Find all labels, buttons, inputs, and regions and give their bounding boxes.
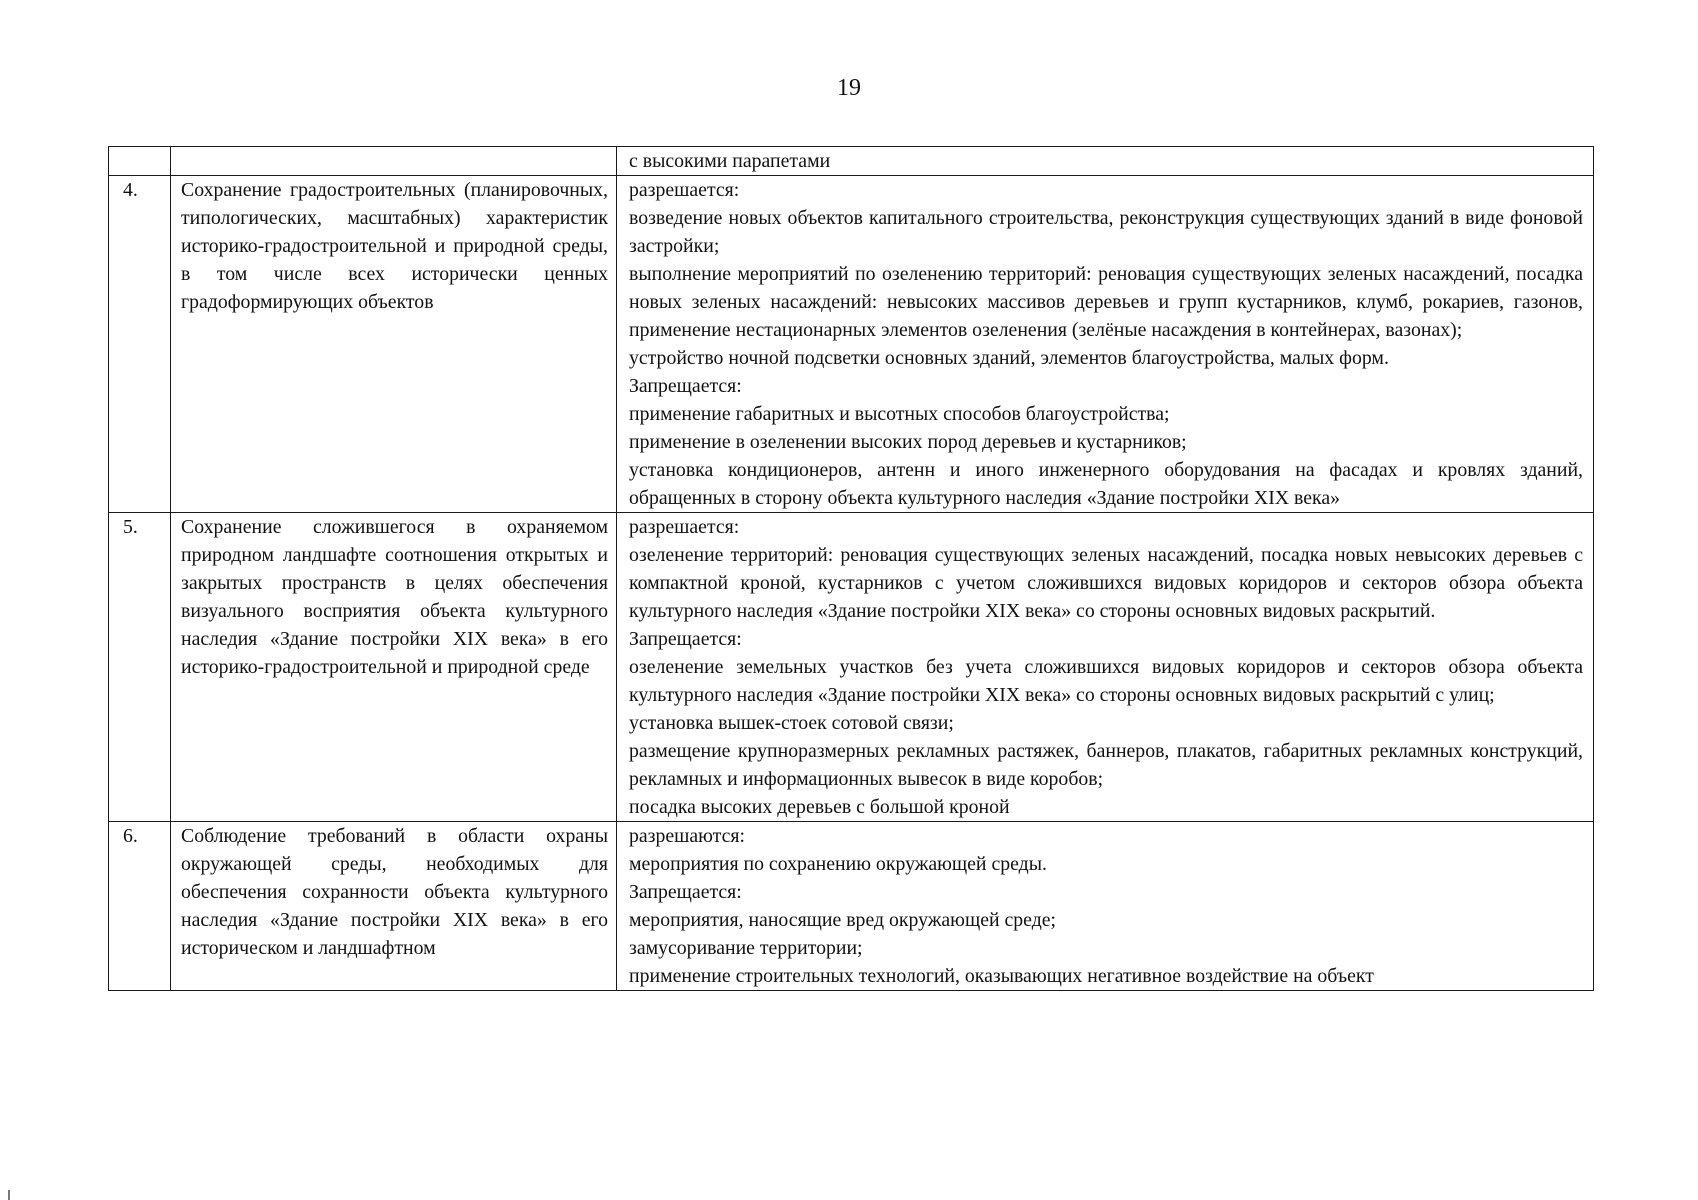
regulation-line: Запрещается:	[629, 375, 742, 397]
row-regulation	[617, 147, 1594, 176]
row-subject	[171, 147, 617, 176]
regulation-line: озеленение территорий: реновация существующих зеленых насаждений, посадка новых невысоких деревьев с компактной кроной, кустарников с учетом сложившихся видовых коридоров и секторов обзора объекта культурного наследия «Здание постройки XIX века» со стороны основных видовых раскрытий.	[629, 544, 1583, 622]
regulation-line: применение строительных технологий, оказывающих негативное воздействие на объект	[629, 965, 1374, 987]
regulation-line: замусоривание территории;	[629, 937, 863, 959]
row-number: 5.	[109, 513, 171, 822]
regulation-line: Запрещается:	[629, 881, 742, 903]
scan-mark	[8, 1190, 10, 1200]
row-number: 4.	[109, 176, 171, 513]
table-row	[109, 147, 1594, 176]
row-subject: Сохранение градостроительных (планировочных, типологических, масштабных) характеристик историко-градостроительной и природной среды, в том числе всех исторически ценных градоформирующих объектов	[171, 176, 617, 513]
regulation-line: разрешаются:	[629, 825, 745, 847]
row-regulation	[617, 513, 1594, 822]
row-regulation	[617, 822, 1594, 991]
row-subject	[171, 822, 617, 991]
page-number: 19	[837, 75, 861, 101]
regulation-line: устройство ночной подсветки основных зданий, элементов благоустройства, малых форм.	[629, 347, 1389, 369]
row-subject-text: Соблюдение требований в области охраны окружающей среды, необходимых для обеспечения сохранности объекта культурного наследия «Здание постройки XIX века» в его историческом и ландшафтном	[181, 825, 608, 959]
regulation-line: возведение новых объектов капитального строительства, реконструкция существующих зданий в виде фоновой застройки;	[629, 207, 1583, 257]
row-regulation-text	[629, 822, 1583, 990]
regulation-line: установка вышек-стоек сотовой связи;	[629, 712, 954, 734]
regulation-line: применение габаритных и высотных способов благоустройства;	[629, 403, 1170, 425]
table-row	[109, 176, 1594, 513]
regulation-line: с высокими парапетами	[629, 150, 831, 172]
table-row	[109, 513, 1594, 822]
regulation-line: посадка высоких деревьев с большой кроной	[629, 796, 1010, 818]
row-number	[109, 147, 171, 176]
regulation-line: мероприятия по сохранению окружающей среды.	[629, 853, 1047, 875]
regulation-line: размещение крупноразмерных рекламных растяжек, баннеров, плакатов, габаритных рекламных конструкций, рекламных и информационных вывесок в виде коробов;	[629, 740, 1583, 790]
regulation-line: мероприятия, наносящие вред окружающей среде;	[629, 909, 1057, 931]
regulation-line: разрешается:	[629, 516, 740, 538]
regulation-line: озеленение земельных участков без учета сложившихся видовых коридоров и секторов обзора объекта культурного наследия «Здание постройки XIX века» со стороны основных видовых раскрытий с улиц;	[629, 656, 1583, 706]
row-subject: Сохранение сложившегося в охраняемом природном ландшафте соотношения открытых и закрытых пространств в целях обеспечения визуального восприятия объекта культурного наследия «Здание постройки XIX века» в его историко-градостроительной и природной среде	[171, 513, 617, 822]
table-row	[109, 822, 1594, 991]
regulation-line: разрешается:	[629, 179, 740, 201]
regulation-line: установка кондиционеров, антенн и иного инженерного оборудования на фасадах и кровлях зданий, обращенных в сторону объекта культурного наследия «Здание постройки XIX века»	[629, 459, 1583, 509]
regulation-line: выполнение мероприятий по озеленению территорий: реновация существующих зеленых насаждений, посадка новых зеленых насаждений: невысоких массивов деревьев и групп кустарников, клумб, рокариев, газонов, применение нестационарных элементов озеленения (зелёные насаждения в контейнерах, вазонах);	[629, 263, 1583, 341]
row-number: 6.	[109, 822, 171, 991]
regulations-table	[108, 146, 1594, 991]
row-regulation	[617, 176, 1594, 513]
regulation-line: применение в озеленении высоких пород деревьев и кустарников;	[629, 431, 1187, 453]
regulation-line: Запрещается:	[629, 628, 742, 650]
